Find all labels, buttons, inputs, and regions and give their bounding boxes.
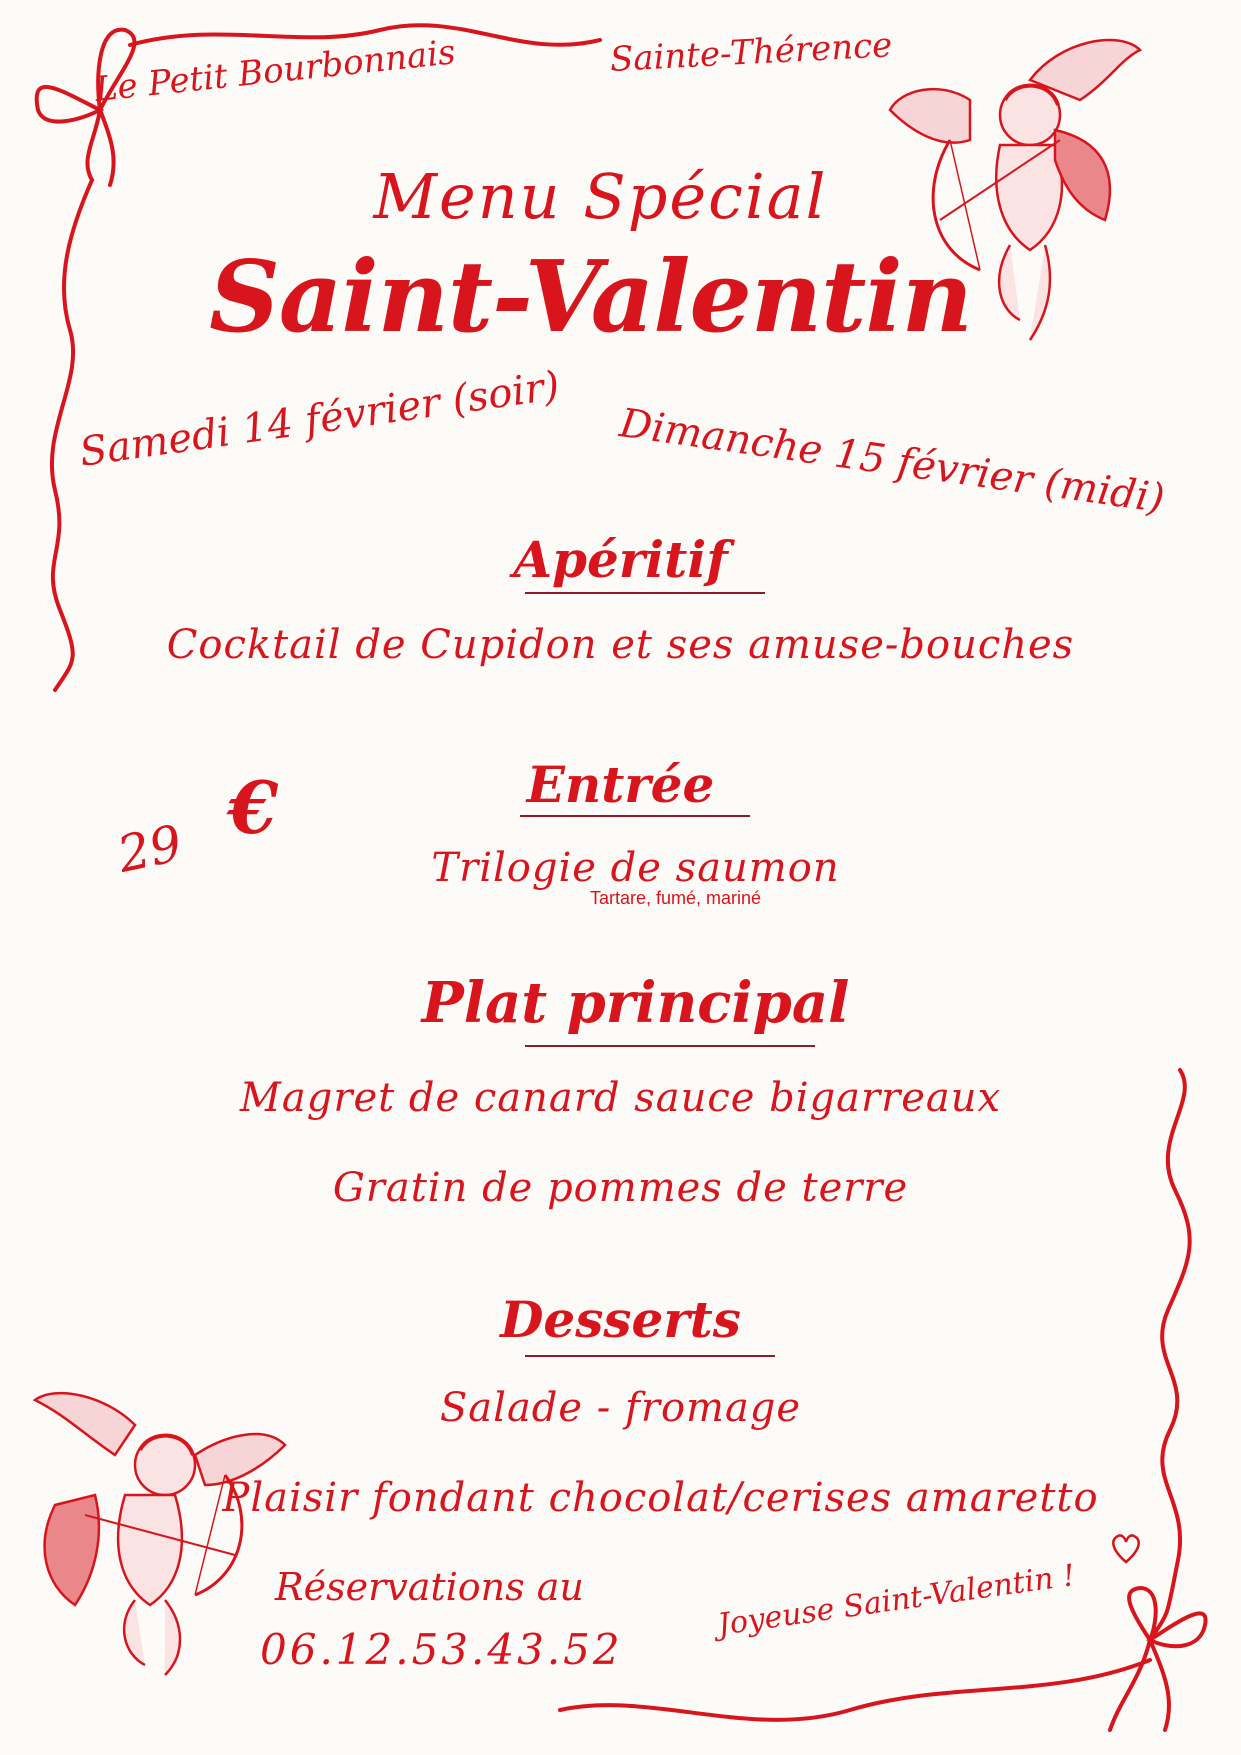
reservations-label: Réservations au <box>275 1565 584 1609</box>
item-entree-note: Tartare, fumé, mariné <box>589 888 762 908</box>
reservations-phone: 06.12.53.43.52 <box>260 1625 623 1674</box>
restaurant-name: Le Petit Bourbonnais <box>92 32 458 110</box>
item-aperitif-1: Cocktail de Cupidon et ses amuse-bouches <box>166 622 1075 668</box>
item-plat-2: Gratin de pommes de terre <box>332 1165 909 1211</box>
title-line1: Menu Spécial <box>373 160 828 233</box>
underline-desserts <box>525 1355 775 1357</box>
underline-plat <box>525 1045 815 1047</box>
underline-entree <box>520 815 750 817</box>
page-title: Saint-Valentin <box>209 240 972 355</box>
price-currency: € <box>228 765 279 850</box>
heart-icon <box>1108 1530 1144 1566</box>
date-saturday: Samedi 14 février (soir) <box>76 362 563 476</box>
price-amount: 29 <box>112 814 187 884</box>
heading-aperitif: Apéritif <box>513 530 728 589</box>
town-name: Sainte-Thérence <box>608 25 894 80</box>
date-sunday: Dimanche 15 février (midi) <box>616 400 1168 523</box>
item-plat-1: Magret de canard sauce bigarreaux <box>239 1075 1002 1121</box>
underline-aperitif <box>525 592 765 594</box>
item-entree-1: Trilogie de saumon <box>431 845 840 891</box>
greeting: Joyeuse Saint-Valentin ! <box>715 1558 1078 1643</box>
heading-entree: Entrée <box>526 755 715 814</box>
item-desserts-2: Plaisir fondant chocolat/cerises amaretto <box>222 1475 1099 1521</box>
heading-desserts: Desserts <box>500 1290 741 1349</box>
item-desserts-1: Salade - fromage <box>439 1385 802 1431</box>
heading-plat: Plat principal <box>421 970 850 1036</box>
